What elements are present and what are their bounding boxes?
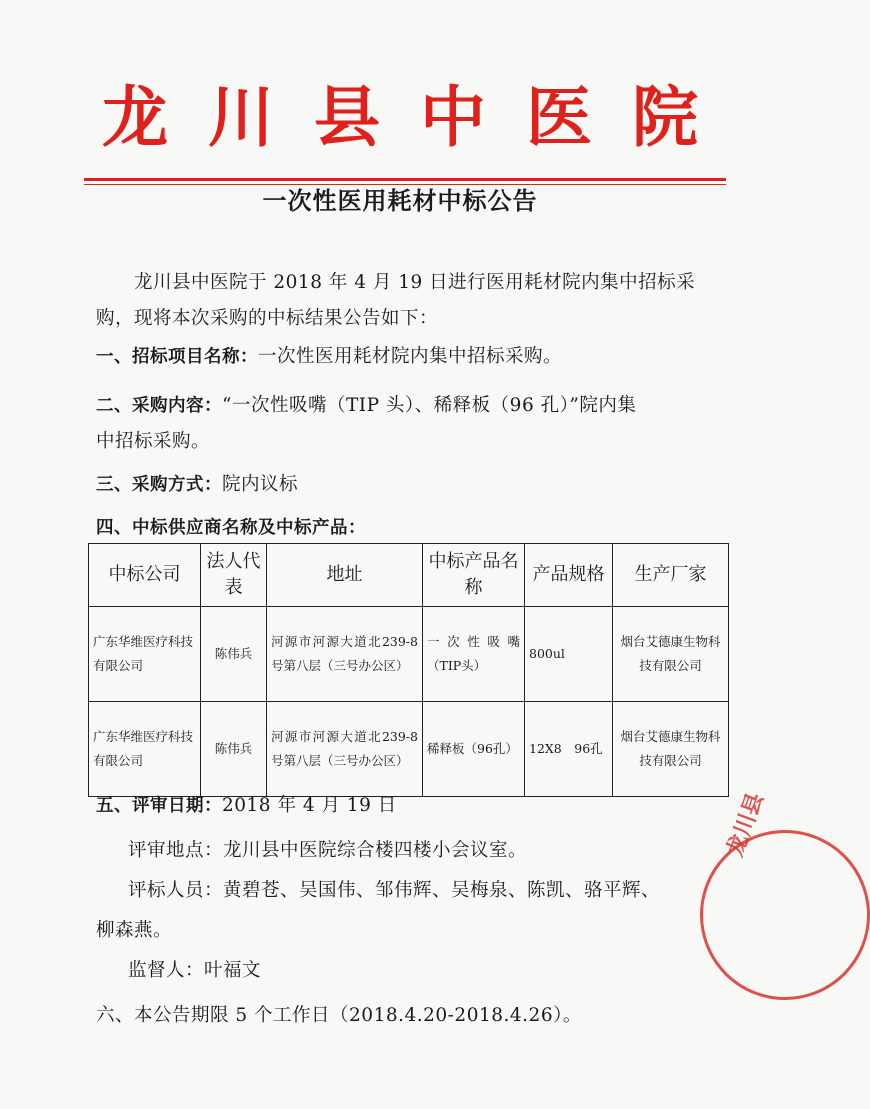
- section-2-value: “一次性吸嘴（TIP 头）、稀释板（96 孔）”院内集: [222, 395, 637, 416]
- header-red-rule: [84, 178, 726, 181]
- header-company: 中标公司: [89, 544, 201, 607]
- header-manufacturer: 生产厂家: [613, 544, 729, 607]
- cell-spec: 12X8 96孔: [525, 702, 613, 797]
- header-address: 地址: [267, 544, 423, 607]
- section-5-label: 五、评审日期：: [96, 796, 222, 816]
- cell-company: 广东华维医疗科技有限公司: [89, 702, 201, 797]
- cell-product: 一次性吸嘴（TIP头）: [423, 607, 525, 702]
- intro-line-2: 购，现将本次采购的中标结果公告如下：: [96, 308, 439, 329]
- table-row: [89, 702, 729, 797]
- section-1-label: 一、招标项目名称：: [96, 347, 258, 367]
- judges-line-1: 评标人员：黄碧苍、吴国伟、邹伟辉、吴梅泉、陈凯、骆平辉、: [128, 880, 661, 901]
- table-row: [89, 607, 729, 702]
- seal-ring: [700, 830, 870, 1000]
- judges-line-2: 柳森燕。: [96, 920, 173, 941]
- section-4: [96, 510, 746, 546]
- section-3-label: 三、采购方式：: [96, 475, 222, 495]
- section-5-value: 2018 年 4 月 19 日: [222, 795, 397, 816]
- cell-spec: 800ul: [525, 607, 613, 702]
- cell-legal-rep: 陈伟兵: [201, 607, 267, 702]
- header-product: 中标产品名称: [423, 544, 525, 607]
- supervisor: 监督人：叶福文: [128, 960, 262, 981]
- cell-company: 广东华维医疗科技有限公司: [89, 607, 201, 702]
- cell-address: 河源市河源大道北239-8号第八层（三号办公区）: [267, 702, 423, 797]
- header-spec: 产品规格: [525, 544, 613, 607]
- section-3-value: 院内议标: [222, 474, 299, 495]
- official-seal: [700, 789, 820, 1000]
- winning-bid-table: [88, 543, 729, 797]
- section-2-continuation: 中招标采购。: [96, 431, 211, 452]
- intro-line-1: 龙川县中医院于 2018 年 4 月 19 日进行医用耗材院内集中招标采: [134, 272, 696, 293]
- header-legal-rep: 法人代表: [201, 544, 267, 607]
- section-5: [96, 788, 746, 824]
- cell-manufacturer: 烟台艾德康生物科技有限公司: [613, 702, 729, 797]
- section-4-label: 四、中标供应商名称及中标产品：: [96, 518, 366, 538]
- document-title: 一次性医用耗材中标公告: [262, 187, 538, 215]
- intro-paragraph: [96, 265, 736, 337]
- review-place: 评审地点：龙川县中医院综合楼四楼小会议室。: [128, 840, 528, 861]
- cell-manufacturer: 烟台艾德康生物科技有限公司: [613, 607, 729, 702]
- cell-address: 河源市河源大道北239-8号第八层（三号办公区）: [267, 607, 423, 702]
- hospital-name-header: 龙川县中医院: [102, 79, 738, 156]
- section-2: [96, 388, 746, 424]
- section-2-label: 二、采购内容：: [96, 396, 222, 416]
- section-3: [96, 467, 746, 503]
- cell-product: 稀释板（96孔）: [423, 702, 525, 797]
- section-1-value: 一次性医用耗材院内集中招标采购。: [258, 346, 563, 367]
- table-header-row: [89, 544, 729, 607]
- seal-text: 龙川县: [722, 789, 769, 861]
- section-1: [96, 339, 746, 375]
- section-6: 六、本公告期限 5 个工作日（2018.4.20-2018.4.26）。: [96, 1005, 582, 1026]
- cell-legal-rep: 陈伟兵: [201, 702, 267, 797]
